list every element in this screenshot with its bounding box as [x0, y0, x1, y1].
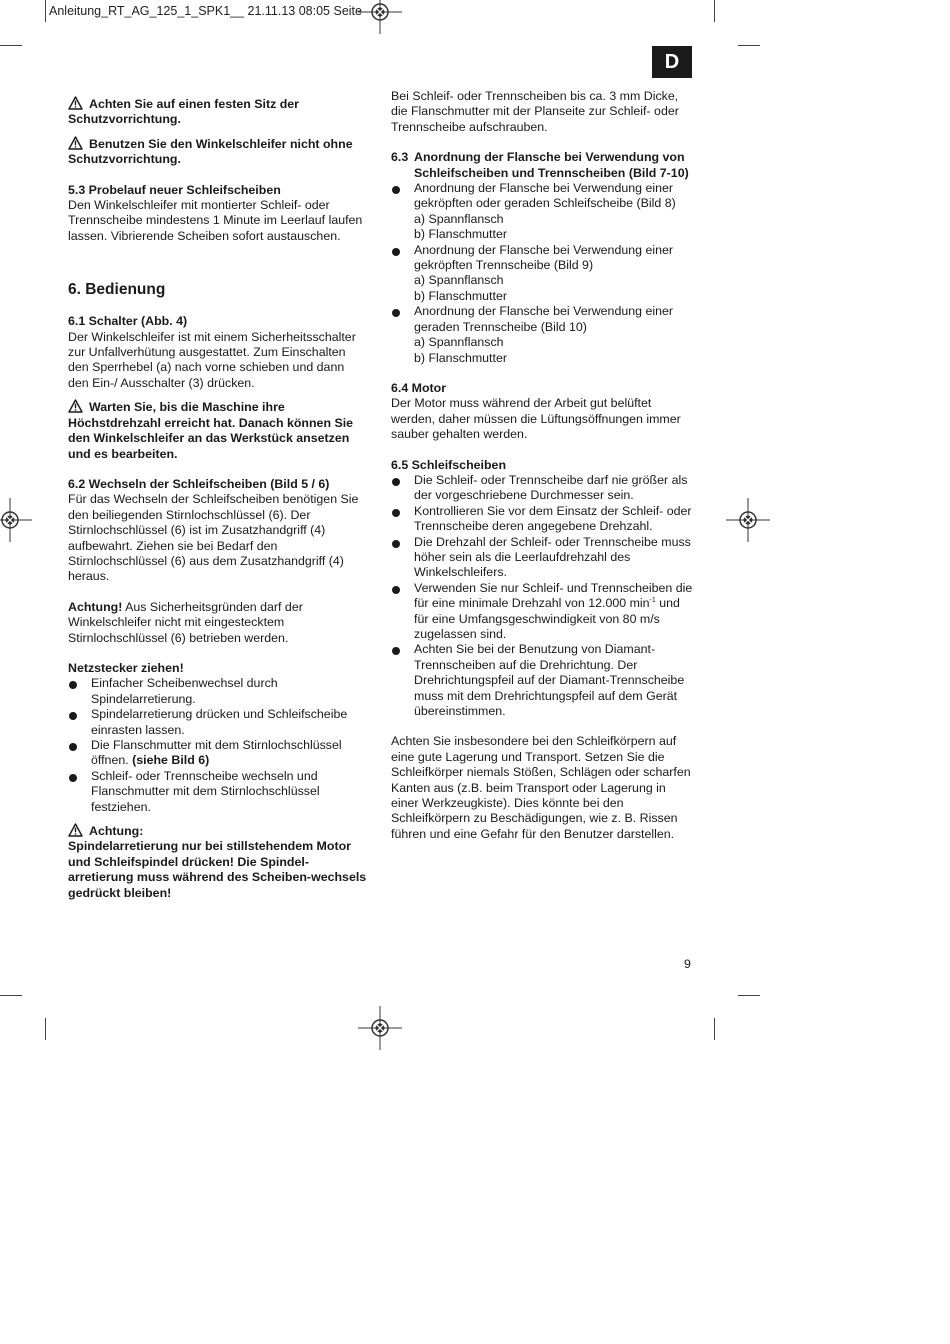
- list-item: Anordnung der Flansche bei Verwendung einer geraden Trennscheibe (Bild 10) a) Spannflansch b) Flanschmutter: [391, 304, 696, 366]
- list-item: Achten Sie bei der Benutzung von Diamant-Trennscheiben auf die Drehrichtung. Der Drehrichtungspfeil auf der Diamant-Trennscheibe muss mit dem Drehrichtungspfeil auf dem Gerät übereinstimmen.: [391, 642, 696, 719]
- print-slug: Anleitung_RT_AG_125_1_SPK1__ 21.11.13 08:05 Seite: [49, 4, 362, 18]
- list-item: Einfacher Scheibenwechsel durch Spindelarretierung.: [68, 676, 368, 707]
- registration-mark-icon: [726, 498, 770, 542]
- section-6-1-text: Der Winkelschleifer ist mit einem Sicherheitsschalter zur Unfallverhütung ausgestattet. Zum Einschalten den Sperrhebel (a) nach vorne schieben und dann den Ein-/ Ausschalter (3) drücken.: [68, 329, 356, 390]
- language-tab: D: [652, 46, 692, 78]
- registration-mark-icon: [0, 498, 32, 542]
- crop-mark: [714, 0, 715, 22]
- section-6-3-heading: 6.3 Anordnung der Flansche bei Verwendung von Schleifscheiben und Trennscheiben (Bild 7-10): [391, 150, 689, 180]
- crop-mark: [738, 995, 760, 996]
- list-item: Anordnung der Flansche bei Verwendung einer gekröpften oder geraden Schleifscheibe (Bild 8) a) Spannflansch b) Flanschmutter: [391, 181, 696, 243]
- registration-mark-icon: [358, 0, 402, 34]
- right-column: [391, 89, 696, 842]
- list-item: Schleif- oder Trennscheibe wechseln und Flanschmutter mit dem Stirnlochschlüssel festziehen.: [68, 769, 368, 815]
- disc-change-list: [68, 676, 368, 815]
- crop-mark: [45, 1018, 46, 1040]
- warning-spindle-lock-title: Achtung:: [68, 823, 368, 839]
- left-column: [68, 96, 368, 901]
- list-item: Die Drehzahl der Schleif- oder Trennscheibe muss höher sein als die Leerlaufdrehzahl des Winkelschleifers.: [391, 535, 696, 581]
- crop-mark: [45, 0, 46, 22]
- list-item: Anordnung der Flansche bei Verwendung einer gekröpften Trennscheibe (Bild 9) a) Spannflansch b) Flanschmutter: [391, 243, 696, 305]
- crop-mark: [0, 995, 22, 996]
- section-6-2-text: Für das Wechseln der Schleifscheiben benötigen Sie den beiliegenden Stirnlochschlüssel (6). Der Stirnlochschlüssel (6) ist im Zusatzhandgriff (4) aufbewahrt. Ziehen sie bei Bedarf den Stirnlochschlüssel (6) aus dem Zusatzhandgriff (4) heraus.: [68, 492, 359, 584]
- section-6-2-heading: 6.2 Wechseln der Schleifscheiben (Bild 5 / 6): [68, 476, 330, 491]
- warning-max-speed: Warten Sie, bis die Maschine ihre Höchstdrehzahl erreicht hat. Danach können Sie den Winkelschleifer an das Werkstück ansetzen und es bearbeiten.: [68, 400, 354, 461]
- section-6-5-heading: 6.5 Schleifscheiben: [391, 457, 507, 472]
- list-item: Verwenden Sie nur Schleif- und Trennscheiben die für eine minimale Drehzahl von 12.000 $\min^{-1}$ und für eine Umfangsgeschwindigkeit von 80 m/s zugelassen sind.: [391, 581, 696, 643]
- attention-note: Achtung! Aus Sicherheitsgründen darf der Winkelschleifer nicht mit eingestecktem Stirnlochschlüssel (6) betrieben werden.: [68, 599, 303, 645]
- crop-mark: [0, 45, 22, 46]
- flange-arrangement-list: [391, 181, 696, 366]
- list-item: Kontrollieren Sie vor dem Einsatz der Schleif- oder Trennscheibe deren angegebene Drehzahl.: [391, 504, 696, 535]
- warning-spindle-lock-text: Spindelarretierung nur bei stillstehendem Motor und Schleifspindel drücken! Die Spindel-arretierung muss während des Scheiben-wechsels gedrückt bleiben!: [68, 839, 367, 900]
- section-6-1-heading: 6.1 Schalter (Abb. 4): [68, 314, 188, 329]
- grinding-disc-list: [391, 473, 696, 720]
- flange-nut-intro: Bei Schleif- oder Trennscheiben bis ca. 3 mm Dicke, die Flanschmutter mit der Planseite zur Schleif- oder Trennscheibe aufschrauben.: [391, 89, 679, 134]
- list-item: Spindelarretierung drücken und Schleifscheibe einrasten lassen.: [68, 707, 368, 738]
- storage-note: Achten Sie insbesondere bei den Schleifkörpern auf eine gute Lagerung und Transport. Setzen Sie die Schleifkörper niemals Stößen, Schlägen oder scharfen Kanten aus (z.B. beim Transport oder Lagerung in einer Werkzeugkiste). Dies könnte bei den Schleifkörpern zu Beschädigungen, wie z. B. Rissen führen und eine Gefahr für den Benutzer darstellen.: [391, 734, 691, 841]
- warning-triangle-icon: [68, 136, 83, 150]
- section-5-3-text: Den Winkelschleifer mit montierter Schleif- oder Trennscheibe mindestens 1 Minute im Leerlauf laufen lassen. Vibrierende Scheiben sofort austauschen.: [68, 198, 363, 243]
- list-item: Die Flanschmutter mit dem Stirnlochschlüssel öffnen. (siehe Bild 6): [68, 738, 368, 769]
- registration-mark-icon: [358, 1006, 402, 1050]
- warning-no-protection: Benutzen Sie den Winkelschleifer nicht ohne Schutzvorrichtung.: [68, 136, 353, 167]
- section-6-4-heading: 6.4 Motor: [391, 380, 447, 395]
- warning-triangle-icon: [68, 96, 83, 110]
- list-item: Die Schleif- oder Trennscheibe darf nie größer als der vorgeschriebene Durchmesser sein.: [391, 473, 696, 504]
- plug-heading: Netzstecker ziehen!: [68, 660, 184, 675]
- warning-protection-seat: Achten Sie auf einen festen Sitz der Schutzvorrichtung.: [68, 97, 299, 127]
- section-6-heading: 6. Bedienung: [68, 281, 166, 299]
- warning-triangle-icon: [68, 823, 83, 837]
- crop-mark: [714, 1018, 715, 1040]
- crop-mark: [738, 45, 760, 46]
- warning-triangle-icon: [68, 399, 83, 413]
- page-number: 9: [684, 957, 691, 971]
- section-5-3-heading: 5.3 Probelauf neuer Schleifscheiben: [68, 182, 281, 197]
- section-6-4-text: Der Motor muss während der Arbeit gut belüftet werden, daher müssen die Lüftungsöffnungen immer sauber gehalten werden.: [391, 396, 681, 442]
